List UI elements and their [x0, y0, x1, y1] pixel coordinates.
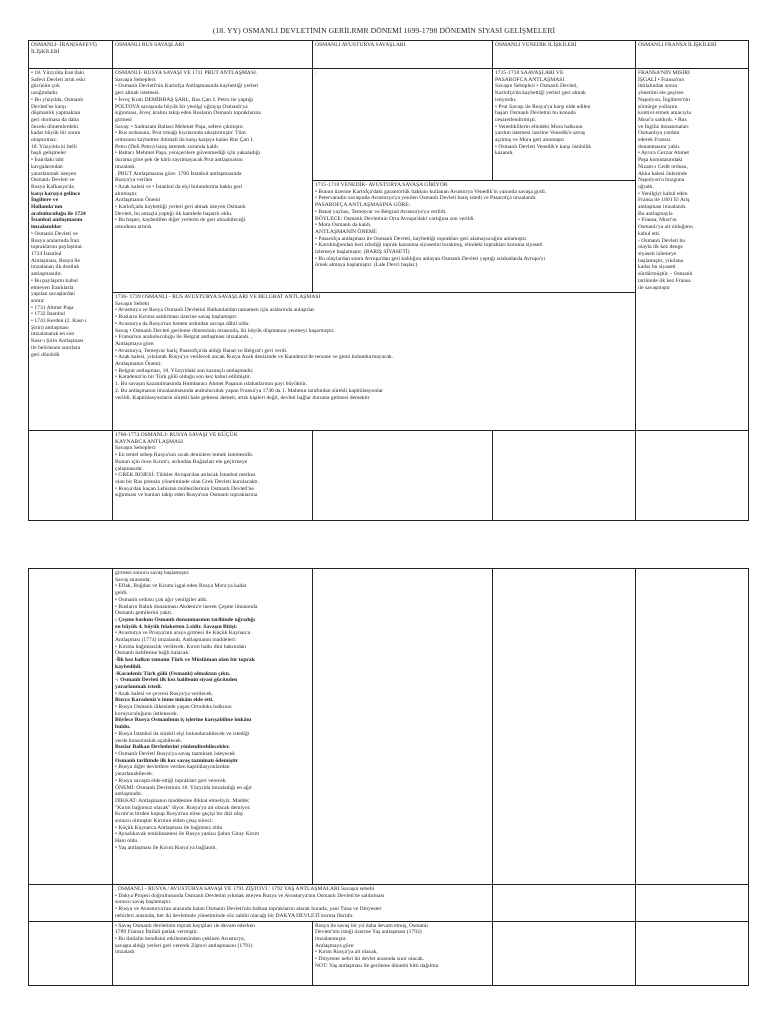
page2-rus-line: yararlanabilecek. — [115, 771, 154, 778]
iran-col-line: düşmanlık yapmaktan — [31, 110, 81, 117]
ziştovi-block-line: sonucu savaş başlamıştır. — [115, 899, 172, 906]
fransa-col-line: olayla ilk kez denge — [638, 244, 683, 251]
iran-col-line: gücünün çok — [31, 83, 60, 90]
page2-rus-line: • Rusya Osmanlı ülkesinde yaşan Ortodoks halkının — [115, 704, 232, 711]
page2-rus-line: kaybedildi. — [115, 663, 142, 670]
rus-col-line: girmesi — [115, 116, 132, 123]
header-fransa: OSMANLI FRANSA İLİŞKİLERİ — [636, 41, 749, 69]
page2-rus-line: Ruslar Balkan Devletlerini yönlendirebilecekler. — [115, 744, 230, 751]
page1-empty-2 — [313, 431, 493, 521]
bottom-mid-line: imzalanmıştır. — [315, 935, 347, 942]
fransa-col-line: donanmasını yaktı. — [638, 143, 681, 150]
rus-col-line: geri almak istemesi. — [115, 90, 160, 97]
venedik-top-line: • Osmanlı Devleti Venedik'e karşı üstünlük — [495, 143, 592, 150]
bottom-mid-line: NOT: Yaş antlaşması ile gerileme dönemi bitti dağılma — [315, 962, 439, 969]
page2-rus-line: Osmanlı halifesine bağlı kalacak. — [115, 650, 190, 657]
rus-col-line: imzaladı. — [115, 163, 136, 170]
avr-block-line: verildi. Kapitülasyonların sürekli hale gelmesi demek; artık kişileri değil, devleti bağlar duruma gelmesi demektir — [115, 394, 370, 401]
rus-col-line: alınmıştır. — [115, 190, 138, 197]
page2-rus-line: geldi. — [115, 590, 128, 597]
rus-col-line: umudunu artırdı. — [115, 224, 153, 231]
venedik-top-line: Karlofça'da kaybettiği yerleri geri almak — [495, 90, 586, 97]
iran-col-line: antlaşmasıdır. — [31, 271, 62, 278]
page2-rus-line: • Aynalıkavak tenkihnamesi ile Rusya yanlısı Şahin Giray Kırım — [115, 831, 260, 838]
venedik-top-line: 1715-1718 SAAVAŞLARI VE — [495, 70, 564, 76]
header-iran: OSMANLI- İRAN(SAFEVİ) İLİŞKİLERİ — [29, 41, 113, 69]
fransa-col-line: • Ayrıca Cezzar Ahmet — [638, 150, 689, 157]
header-avusturya: OSMANLI AVUSTURYA SAVAŞLARI — [313, 41, 493, 69]
iran-col-line: etmeyen İranlılarla — [31, 284, 74, 291]
iran-col-line: imzalanan ilk dostluk — [31, 264, 80, 271]
rus-col-line: ordusunu kaybetme ihtimali ile karşı karşıya kalan Rus Çarı I. — [115, 137, 254, 144]
page1-empty-1 — [29, 431, 113, 521]
page2-rus-line: Hanı oldu. — [115, 838, 139, 845]
iran-col-line: Rusya aralarında İran — [31, 237, 80, 244]
page2-rus-line: yararlanmak istedi. — [115, 683, 162, 690]
page2-rus-line: • Rusya savaşta elde ettiği toprakları geri verecek. — [115, 777, 227, 784]
page2-rus-line: • Avusturya ve Prusya'nın araya girmesi ile Küçük Kaynarca — [115, 630, 251, 637]
rus-col-line: Antlaşmanın Önemi — [115, 197, 161, 204]
avr-block-line: • Fransa'nın arabuluculuğu ile Belgrat antlaşması imzalandı. , — [115, 334, 253, 341]
page2-empty-4 — [636, 569, 749, 885]
iran-col-line: • 1743 Kerden (2. Kasr-ı — [31, 318, 87, 325]
page2-rus-line: Osmanlı gemilerini yaktı. — [115, 610, 173, 617]
venedik-top-line: cesaretlendirmişti. — [495, 116, 537, 123]
fransa-col-line: başlamıştır, yıkılana — [638, 257, 684, 264]
page2-rus-line: antlaşmadır. — [115, 791, 143, 798]
venedik-av-block-line: 1715-1718 VENEDİK- AVUSTURYA SAVAŞA GİRİYOR — [315, 182, 448, 188]
venedik-av-block-line: • Bunun üzerine Karlofça'daki garantörlük hakkını kullanan Avusturya Venedik'in yanında savaşa girdi. — [315, 188, 547, 195]
bottom-left-line: imzaladı — [115, 949, 135, 956]
iran-col-line: yararlanmak isteyen — [31, 170, 77, 177]
fransa-col-line: Napolyon, İngiltere'nin — [638, 96, 690, 103]
page2-empty-2 — [313, 569, 493, 885]
avr-block-line: • Azak kalesi, yıkılarak Rusya'ya verilecek ancak Rusya Azak denizinde ve Karadeniz'de tersane ve gemi bulundurmayacak. — [115, 354, 394, 361]
venedik-top-line: istiyordu. — [495, 96, 517, 103]
fransa-col-line: Napolyon'u bozguna — [638, 177, 685, 184]
venedik-top-line: Savaşın Sebepleri • Osmanlı Devleti, — [495, 83, 578, 90]
venedik-top-line: PASAROFCA ANTLAŞMASI — [495, 76, 565, 83]
avr-block-line: • Avusturya, Temeşvar hariç Pasarofça'da aldığı Banat ve Belgrat'ı geri verdi. — [115, 347, 288, 354]
page2-rus-line: • Osmanlı Devleti Rusya'ya savaş tazminatı ödeyecek — [115, 750, 236, 757]
page2-rus-line: en büyük 4. büyük felaketten 2.sidir. Savaşın Bitişi: — [115, 623, 238, 630]
rus-col-line: Rusya'ya verilen — [115, 177, 153, 184]
iran-col-line: Devleti'ne karşı — [31, 103, 67, 110]
fransa-col-line: kadar bu siyaseti — [638, 264, 676, 271]
page2-rus-line: DİKKAT: Antlaşmanın maddesine dikkat etmeliyiz. Madde; — [115, 797, 250, 804]
venedik-top-cell — [493, 69, 636, 181]
page2-rus-line: Antlaşması (1774) imzalandı. Antlaşmanın maddeleri: — [115, 637, 237, 644]
avr-block-line: Antlaşmanın Önemi: — [115, 361, 162, 368]
page2-rus-line: • Osmanlı ordusu çok ağır yenilgiler aldı. — [115, 596, 208, 603]
fransa-cell — [636, 69, 749, 431]
page2-rus-line: • Rusya diğer devletlere verilen kapitülasyonlardan — [115, 764, 230, 771]
iran-col-line: 1724 İstanbul — [31, 250, 62, 257]
page2-rus-line: -Karadeniz Türk gölü (Osmanlı) olmaktan çıktı. — [115, 670, 231, 677]
header-rus: OSMANLI RUS SAVAŞLARI — [113, 41, 313, 69]
avusturya-top-cell: . — [313, 69, 493, 181]
venedik-av-block-line: • Karukluğundan beri izlediği toprak kazanma siyasetini bırakmış, elindeki toprakları koruma siyaseti — [315, 242, 543, 249]
avr-block-line: Antlaşmaya göre: — [115, 340, 155, 347]
iran-col-line: geri dönüldü — [31, 351, 60, 358]
kucuk-block-line: • En temel sebep Rusya'nın sıcak denizlere inmek istemesidir. — [115, 452, 254, 459]
venedik-av-block-line: • Pasarofça antlaşması ile Osmanlı Devleti, kaybettiği toprakları geri alamayacağını anlamıştır. — [315, 235, 528, 242]
page2-empty-8 — [29, 921, 113, 985]
iran-col-line: Şirin) antlaşması — [31, 324, 69, 331]
venedik-top-line: kazandı. — [495, 150, 514, 157]
iran-cell — [29, 69, 113, 431]
kucuk-block-line: olan bir Rus prensin yönetiminde olan Grek Devleti kurulacaktı. — [115, 478, 260, 485]
iran-col-line: • 1731 Ahmet Paşa — [31, 304, 74, 311]
rus-col-line: durama göre pek de kârlı sayılmayacak Prut antlaşmasını — [115, 157, 243, 164]
fransa-col-line: İŞGALİ • Fransa'nın — [638, 76, 685, 83]
fransa-col-line: - Osmanlı Devleti bu — [638, 237, 686, 244]
iran-col-line: uzağındadır. — [31, 90, 59, 97]
rus-col-line: sığınması, İsveç kralını takip eden Rusların Osmanlı topraklarına — [115, 110, 261, 117]
iran-col-line: karşı karşıya gelince — [31, 190, 81, 197]
page2-rus-line: Osmanlı tarihinde ilk kez savaş tazminatı ödemiştir — [115, 757, 239, 764]
iran-col-line: kavgalarından — [31, 163, 63, 170]
rus-col-line: Petro (Deli Petro) barış istemek zorunda kaldı. — [115, 143, 220, 150]
bottom-mid-line: Antlaşmaya göre: — [315, 942, 355, 949]
iran-col-line: • Bu yüzyılda, Osmanlı — [31, 96, 84, 103]
iran-col-line: başlı gelişmeler — [31, 150, 67, 157]
rus-col-line: • Karlofçada kaybettiği yerleri geri almak isteyen Osmanlı — [115, 204, 246, 211]
pasarofca-cell — [313, 181, 636, 293]
bottom-mid-line: Rusya ile savaş bir yıl daha devam etmiş, Osmanlı — [315, 922, 428, 929]
venedik-av-block-line: PASAROFÇA ANTLAŞMASINA GÖRE: — [315, 202, 411, 209]
venedik-av-block-line: ANTLAŞMANIN ÖNEMİ: — [315, 228, 378, 235]
page2-rus-line: yerde konsolosluk açabilecek. — [115, 737, 183, 744]
page1-empty-3 — [493, 431, 636, 521]
iran-col-line: Safevi Devleti artık eski — [31, 76, 86, 83]
venedik-top-line: • Venediklilerin elindeki Mora halkının — [495, 123, 583, 130]
kucuk-block-line: • GREK ROJESİ: Türkler Avrupa'dan atılacak İstanbul merkez — [115, 472, 256, 479]
fransa-col-line: antlaşması imzalandı. — [638, 204, 687, 211]
avr-block-line: • Avusturya da Rusya'nın hemen ardından savaşa dâhil oldu. — [115, 320, 250, 327]
venedik-top-line: başarı Osmanlı Devletini bu konuda — [495, 110, 576, 117]
page2-rus-line: -İlk kez halkın tamamı Türk ve Müslüman olan bir toprak — [115, 657, 255, 664]
page2-empty-7 — [636, 885, 749, 922]
fransa-col-line: yönetimi ele geçiren — [638, 90, 684, 97]
iran-col-line: • 18. Yüzyılda İran'daki — [31, 70, 85, 76]
avr-block-line: • Karadeniz'in bir Türk gölü olduğu son kez kabul edilmiştir. — [115, 374, 251, 381]
kucuk-block-line: sığınması ve bunları takip eden Rusya'nın Osmanlı topraklarına — [115, 492, 258, 499]
fransa-col-line: kabul etti. — [638, 230, 661, 237]
header-venedik: OSMANLI VENEDİK İLİŞKİLERİ — [493, 41, 636, 69]
avr-block-line: Savaş • Osmanlı Devleti gerileme döneminin ortasında, iki büyük düşmanını yenmeyi başarmıştır. — [115, 327, 335, 334]
rus-col-line: • İsveç Kralı DEMİRBAŞ ŞARL, Rus Çarı I. Petro ile yaptığı — [115, 96, 254, 103]
fransa-col-line: ve İngiliz donanmaları — [638, 123, 689, 130]
venedik-av-block-line: • Banat yaylası, Temeşvar ve Belgrad Avusturya'ya verildi. — [315, 208, 447, 215]
iran-col-line: İstanbul antlaşmasını — [31, 217, 83, 224]
kucuk-kaynarca-cell — [113, 431, 313, 521]
kucuk-block-line: • Rusya'dan kaçan Lehistan mültecilerinin Osmanlı Devleti'ne — [115, 485, 254, 492]
page2-rus-line: • Rusların Baltık donanması Akdeniz'e inerek Çeşme limanında — [115, 603, 258, 610]
fransa-col-line: Akka kalesi önlerinde — [638, 170, 688, 177]
venedik-top-line: açılmış ve Mora geri alınmıştır — [495, 137, 565, 144]
kucuk-block-line: Savaşın Sebepleri: — [115, 445, 157, 452]
page2-rus-line: Böylece Rusya Osmanlının iç işlerine karışabilme imkânı — [115, 717, 252, 724]
fransa-col-line: kontrol etmek amacıyla — [638, 110, 691, 117]
page2-empty-10 — [636, 921, 749, 985]
iran-col-line: oluşturmaz. — [31, 137, 58, 144]
bottom-mid-line: • Dinyester nehri iki devlet arasında sınır olacak. — [315, 956, 425, 963]
rus-col-line: Savaşın Sebepleri: — [115, 76, 157, 83]
rus-col-line: OSMANLI- RUSYA SAVAŞI VE 1711 PRUT ANTLAŞMASI. — [115, 70, 258, 76]
page2-rus-line: girmesi sonucu savaş başlamıştır. — [115, 570, 190, 576]
iran-col-line: 18. Yüzyılda ki belli — [31, 143, 77, 150]
iran-col-line: imzalanarak en son — [31, 331, 75, 338]
venedik-av-block-line: • Bu olaylardan sonra Avrupa'dan geri kaldığını anlayan Osmanlı Devleti yaptığı ıslahatlarda Avrupa'yı — [315, 255, 546, 262]
page2-table — [28, 568, 749, 986]
page2-rus-line: buldu. — [115, 724, 131, 731]
iran-col-line: arabuluculuğu ile 1724 — [31, 210, 86, 217]
rus-col-line: • Baltacı Mehmet Paşa, yeniçerilere güvenmediği için yakaladığı — [115, 150, 261, 157]
page2-rus-line: • Azak kalesi ve çevresi Rusya'ya verilecek. — [115, 690, 214, 697]
ziştovi-block-line: • Dakya Projesi doğrultusunda Osmanlı Devletini yıkmak isteyen Rusya ve Avusturya'nın Osmanlı Devleti'ne saldırması — [115, 892, 385, 899]
fransa-col-line: FRANSA'NIN MISIRI — [638, 70, 690, 76]
avr-block-line: • Avusturya ve Rusya Osmanlı Devletini Balkanlardan tamamen için aralarında anlaştılar. — [115, 307, 316, 314]
fransa-col-line: Paşa komutasındaki — [638, 157, 683, 164]
iran-col-line: • 1732 İstanbul — [31, 311, 65, 318]
fransa-col-line: Bu antlaşmayla — [638, 210, 673, 217]
page2-rus-cell — [113, 569, 313, 885]
venedik-av-block-line: • Mora Osmanlı da kaldı. — [315, 222, 372, 229]
page2-rus-line: Savaş sırasında; — [115, 576, 151, 583]
venedik-av-block-line: • Petervaradin savaşında Avusturya'ya yenilen Osmanlı Devleti barış istedi ve Pasarofça imzalandı. — [315, 195, 537, 202]
iran-col-line: topraklarını paylaştılar. — [31, 244, 83, 251]
page2-rus-line: • Rusya İstanbul da sürekli elçi bulundurabilecek ve istediği — [115, 730, 250, 737]
rus-prut-cell — [113, 69, 313, 293]
page2-rus-line: "Kırım bağımsız olacak" diyor. Rusya'ya ait olacak demiyor. — [115, 804, 251, 811]
venedik-top-line: • Prut Savaşı ile Rusya'ya karşı elde edilen — [495, 103, 591, 110]
fransa-col-line: uğrattı. — [638, 183, 655, 190]
rus-col-line: • Rus ordusunu, Prut ırmağı kıyılarında sıkıştırmıştır. Tüm — [115, 130, 246, 137]
ziştovi-detail-cell — [113, 921, 313, 985]
avr-block-line: Savaşın Sebebi — [115, 300, 150, 307]
bottom-left-line: • Savaş Osmanlı devletinin toprak kayıpları ile devam ederken — [115, 922, 255, 929]
iran-col-line: sonra: — [31, 297, 45, 304]
iran-col-line: Rusya Kafkasya'da — [31, 183, 74, 190]
rus-col-line: • Osmanlı Devleti'nin Karlofça Antlaşmasında kaybettiği yerleri — [115, 83, 259, 90]
page2-rus-line: • Kırıma bağımsızlık verilecek. Kırım halkı dini bakımdan — [115, 643, 246, 650]
page2-rus-line: Rusya Karadeniz'e inme imkânı elde etti. — [115, 697, 214, 704]
fransa-col-line: Osmanlı'ya ait olduğunu — [638, 224, 693, 231]
avr-block-line: 1736- 1739 OSMANLI - RUS AVUSTURYA SAVAŞLARI VE BELGRAT ANTLAŞMASI — [115, 294, 321, 300]
iran-col-line: geri durmasa da daha — [31, 116, 79, 123]
fransa-col-line: sürdürmüştür. - Osmanlı — [638, 271, 693, 278]
bottom-left-line: 1789 Fransız İhtilali patlak vermiştir. — [115, 929, 199, 936]
avr-block-line: • Rusların Kırıma saldırması üzerine savaş başlamıştır. — [115, 314, 238, 321]
fransa-col-line: siyaseti izlemeye — [638, 250, 677, 257]
rus-col-line: . PRUT Antlaşmasına göre: 1700 İstanbul antlaşmasında — [115, 170, 242, 177]
rus-col-line: • Bu başarı, kaybedilen diğer yerlerin de geri alınabileceği — [115, 217, 246, 224]
ziştovi-block-line: • Rusya ve Avusturya'nın arasında kalan Osmanlı Devleti'nin balkan topraklarını alarak burada, yani Tuna ve Dinyester — [115, 906, 382, 913]
page2-empty-6 — [493, 885, 636, 922]
iran-col-line: imzalandılar — [31, 224, 62, 231]
iran-col-line: Antlaşması, Rusya ile — [31, 257, 80, 264]
fransa-col-line: ederek Fransız — [638, 137, 671, 144]
iran-col-line: Kasr-ı Şirin Antlaşması — [31, 338, 84, 345]
rus-col-line: Savaş: • Sadrazam Baltacı Mehmet Paşa, sefere çıkmıştır. — [115, 123, 244, 130]
avr-block-line: • Belgrat antlaşması, 18. Yüzyıldaki son kazançlı antlaşmadır. — [115, 367, 254, 374]
page2-rus-line: sonucu olmuştur Kırımın elden çıkış süreci: — [115, 818, 214, 825]
yas-antlasmasi-cell — [313, 921, 493, 985]
iran-col-line: ile belirlenen sınırlara — [31, 344, 81, 351]
ziştovi-cell — [113, 885, 493, 922]
kucuk-block-line: Bunun için önce Kırım'ı, ardından Boğazları ele geçirmeye — [115, 458, 248, 465]
avr-block-line: 1. Bu savaşın kazanılmasında Humbaracı Ahmet Paşanın ıslahatlarının payı büyüktür. — [115, 381, 307, 388]
page2-empty-9 — [493, 921, 636, 985]
fransa-col-line: sömürge yollarını — [638, 103, 678, 110]
fransa-col-line: Fransa ile 1801 El Ariş — [638, 197, 690, 204]
iran-col-line: • Osmanlı Devleti ve — [31, 230, 78, 237]
fransa-col-line: Mısır'a saldırdı. • Rus — [638, 116, 687, 123]
page2-rus-line: Kırım'ın birden kopup Rusya'nın eline geçişi bir dizi olay — [115, 811, 244, 818]
venedik-av-block-line: örnek almaya başlamıştır. (Lale Devri başlar.) — [315, 262, 418, 269]
avr-block-line: 2. Bu antlaşmanın imzalanmasında arabuluculuk yapan Fransa'ya 1740 da 1. Mahmut tarafından sürekli kapitülasyonlar — [115, 387, 384, 394]
iran-col-line: yapılan savaşlardan — [31, 291, 75, 298]
page2-empty-5 — [29, 885, 113, 922]
fransa-col-line: ile savaşmıştır — [638, 284, 671, 291]
page1-table — [28, 40, 749, 521]
page2-rus-line: • Küçük Kaynarca Antlaşması ile bağımsız oldu — [115, 824, 223, 831]
iran-col-line: • İran'daki taht — [31, 157, 64, 164]
page2-rus-line: • Yaş antlaşması ile Kırım Rusya'ya bağlandı. — [115, 844, 217, 851]
fransa-col-line: • Yenilgiyi kabul eden — [638, 190, 688, 197]
rus-col-line: • Azak kalesi ve • İstanbul da elçi bulundurma hakkı geri — [115, 183, 243, 190]
fransa-col-line: • Fransa, Mısır'ın — [638, 217, 677, 224]
page2-rus-line: ÖNEMİ: Osmanlı Devletinin 18. Yüzyılda imzaladığı en ağır — [115, 784, 253, 791]
iran-col-line: • Bu paylaşımı kabul — [31, 277, 78, 284]
page2-rus-line: koruyuculuğunu üstlenecek. — [115, 710, 179, 717]
venedik-top-line: yardım istemesi üzerine Venedik'e savaş — [495, 130, 586, 137]
rus-col-line: Devleti, bu amaçla yaptığı ilk hamlede başarılı oldu. — [115, 210, 233, 217]
page-title: (18. YY) OSMANLI DEVLETİNİN GERİLRMR DÖNEMİ 1699-1798 DÖNEMİN SİYASİ GELİŞMELERİ — [212, 26, 556, 35]
fransa-col-line: tarihinde ilk kez Fransa — [638, 277, 691, 284]
page2-rus-line: : Çeşme baskını Osmanlı donanmasının tarihinde uğradığı — [115, 616, 255, 623]
kucuk-block-line: çalışmasıdır. — [115, 465, 144, 472]
fransa-col-line: Nizam-ı Cedit ordusu, — [638, 163, 688, 170]
bottom-mid-line: • Kırım Rusya'ya ait olacak, — [315, 949, 378, 956]
belgrat-cell — [113, 293, 636, 431]
fransa-col-line: Osmanlıya yardım — [638, 130, 680, 137]
page2-rus-line: -: Osmanlı Devleti ilk kez halifenin siyasi gücünden — [115, 677, 238, 684]
fransa-col-line: ihtilalından sonra — [638, 83, 677, 90]
iran-col-line: Osmanlı Devleti ve — [31, 177, 75, 184]
page1-empty-4 — [636, 431, 749, 521]
page2-empty-1 — [29, 569, 113, 885]
bottom-left-line: • Bu ihtilalin kendisini etkilemesinden çekinen Avusturya, — [115, 935, 246, 942]
venedik-av-block-line: BÖYLECE: Osmanlı Devletinin Orta Avrupa'daki varlığına son verildi. — [315, 215, 475, 222]
rus-col-line: POLTOVA savaşında büyük bir yenilgi uğrayıp Osmanlı'ya — [115, 103, 248, 110]
iran-col-line: önceki dönemlerdeki — [31, 123, 79, 130]
ziştovi-block-line: nehirleri arasında, her iki devletinde yönetiminde söz sahibi olacağı bir DAKYA DEVLETİ kurma fikridir. — [115, 912, 354, 919]
page2-empty-3 — [493, 569, 636, 885]
kucuk-block-line: KAYNARCA ANTLAŞMASI — [115, 438, 184, 445]
ziştovi-block-line: . OSMANLI - RUSYA / AVUSTURYA SAVAŞI VE 1791 ZİŞTOVİ / 1792 YAŞ ANTLAŞMALARI Savaşın sebebi — [115, 886, 375, 892]
iran-col-line: Hollanda'nın — [31, 204, 63, 211]
venedik-av-block-line: izlemeye başlamıştır. (BARIŞ SİYASETİ) — [315, 249, 410, 256]
iran-col-line: İngiltere ve — [31, 197, 59, 204]
page2-rus-line: • Eflak, Boğdan ve Kırımı işgal eden Rusya Mora'ya kadar — [115, 583, 247, 590]
bottom-mid-line: Devleti'nin isteği üzerine Yaş antlaşması (1792) — [315, 929, 422, 936]
iran-col-line: kadar büyük bir sorun — [31, 130, 81, 137]
kucuk-block-line: 1768-1774 OSMANLI- RUSYA SAVAŞI VE KÜÇÜK — [115, 432, 238, 438]
bottom-left-line: savaşta aldığı yerleri geri vererek Ziştovi antlaşmasını (1791) — [115, 942, 253, 949]
